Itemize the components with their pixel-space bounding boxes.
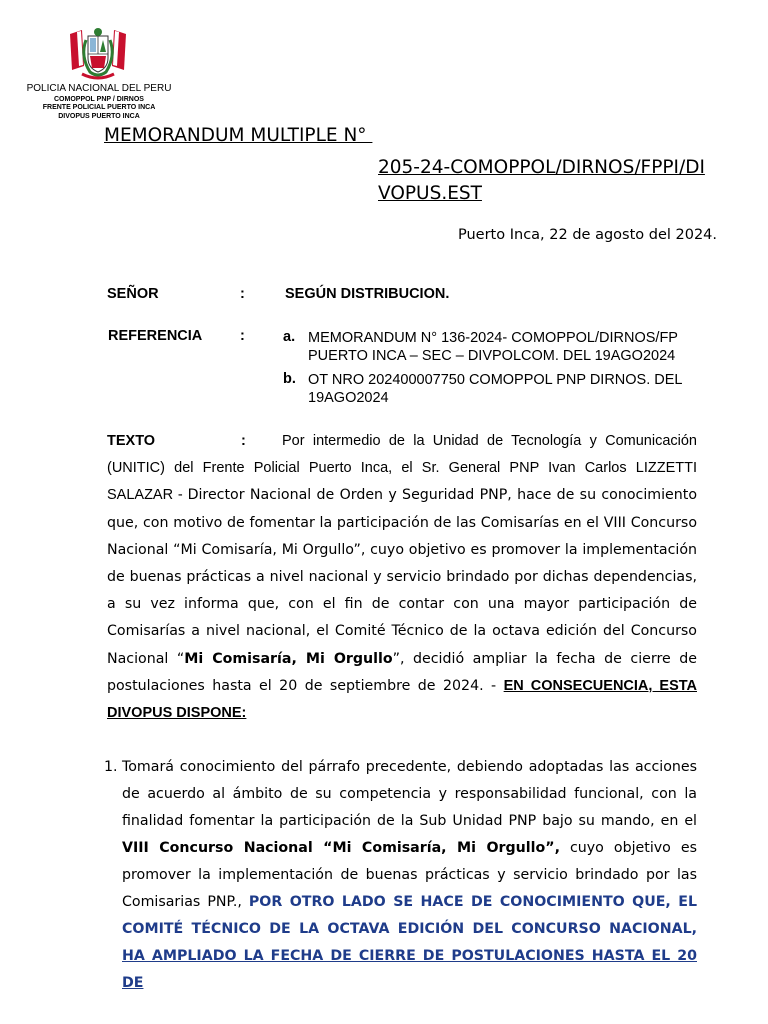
peru-coat-of-arms-emblem-icon bbox=[68, 26, 128, 82]
texto-body: Director Nacional de Orden y Seguridad PNP, hace de su conocimiento que, con motivo de fomentar la participación de las Comisarías en el VIII Concurso Nacional “Mi Comisaría, Mi Orgullo”, cuyo objetivo es promover la implementación de buenas prácticas a nivel nacional y servicio brindado por dichas dependencias, a su vez informa que, con el fin de contar con una mayor participación de Comisarías a nivel nacional, el Comité Técnico de la octava edición del Concurso Nacional “ bbox=[107, 487, 697, 667]
org-subtitle-line-3: DIVOPUS PUERTO INCA bbox=[58, 113, 140, 120]
item-deadline-notice: HA AMPLIADO LA FECHA DE CIERRE DE POSTULACIONES HASTA EL 20 DE bbox=[122, 948, 697, 991]
item-text-b: cuyo objetivo es promover la implementación de buenas prácticas y servicio brindado por las Comisarias PNP., bbox=[122, 840, 697, 910]
senor-value: SEGÚN DISTRIBUCION. bbox=[285, 286, 450, 302]
memo-number: 205-24-COMOPPOL/DIRNOS/FPPI/DIVOPUS.EST bbox=[378, 157, 705, 204]
reference-marker-a: a. bbox=[283, 329, 296, 345]
referencia-label: REFERENCIA bbox=[108, 328, 203, 344]
org-name: POLICIA NACIONAL DEL PERU bbox=[26, 83, 172, 94]
texto-paragraph bbox=[107, 428, 697, 727]
item-text-a: Tomará conocimiento del párrafo precedente, debiendo adoptadas las acciones de acuerdo al ámbito de su competencia y responsabilidad funcional, con la finalidad fomentar la participación de la Sub Unidad PNP bajo su mando, en el bbox=[122, 759, 697, 829]
texto-intro: Por intermedio de la Unidad de Tecnología y Comunicación (UNITIC) del Frente Policial Puerto Inca, el Sr. General PNP Ivan Carlos LIZZETTI SALAZAR - bbox=[107, 433, 697, 504]
senor-colon: : bbox=[240, 286, 245, 302]
memo-title: MEMORANDUM MULTIPLE N° bbox=[104, 125, 373, 146]
item-contest-name: VIII Concurso Nacional “Mi Comisaría, Mi Orgullo”, bbox=[122, 840, 560, 856]
org-subtitle-line-1: COMOPPOL PNP / DIRNOS bbox=[54, 96, 144, 103]
reference-text-a: MEMORANDUM N° 136-2024- COMOPPOL/DIRNOS/FP PUERTO INCA – SEC – DIVPOLCOM. DEL 19AGO2024 bbox=[308, 330, 678, 364]
texto-contest-name: Mi Comisaría, Mi Orgullo bbox=[184, 650, 393, 667]
texto-label: TEXTO bbox=[107, 433, 156, 449]
texto-colon: : bbox=[241, 433, 246, 449]
list-item-text bbox=[122, 754, 697, 997]
date-line: Puerto Inca, 22 de agosto del 2024. bbox=[458, 227, 718, 243]
reference-marker-b: b. bbox=[283, 371, 296, 387]
list-item-number: 1. bbox=[104, 759, 118, 775]
texto-dispone: EN CONSECUENCIA, ESTA DIVOPUS DISPONE: bbox=[107, 677, 697, 722]
referencia-colon: : bbox=[240, 328, 245, 344]
org-subtitle-line-2: FRENTE POLICIAL PUERTO INCA bbox=[42, 104, 156, 111]
senor-label: SEÑOR bbox=[107, 286, 159, 302]
item-notice: POR OTRO LADO SE HACE DE CONOCIMIENTO QUE, EL COMITÉ TÉCNICO DE LA OCTAVA EDICIÓN DEL CONCURSO NACIONAL, bbox=[122, 894, 697, 937]
reference-text-b: OT NRO 202400007750 COMOPPOL PNP DIRNOS. DEL 19AGO2024 bbox=[308, 372, 682, 406]
texto-after-name: ”, decidió ampliar la fecha de cierre de postulaciones hasta el 20 de septiembre de 2024. - bbox=[107, 650, 697, 694]
